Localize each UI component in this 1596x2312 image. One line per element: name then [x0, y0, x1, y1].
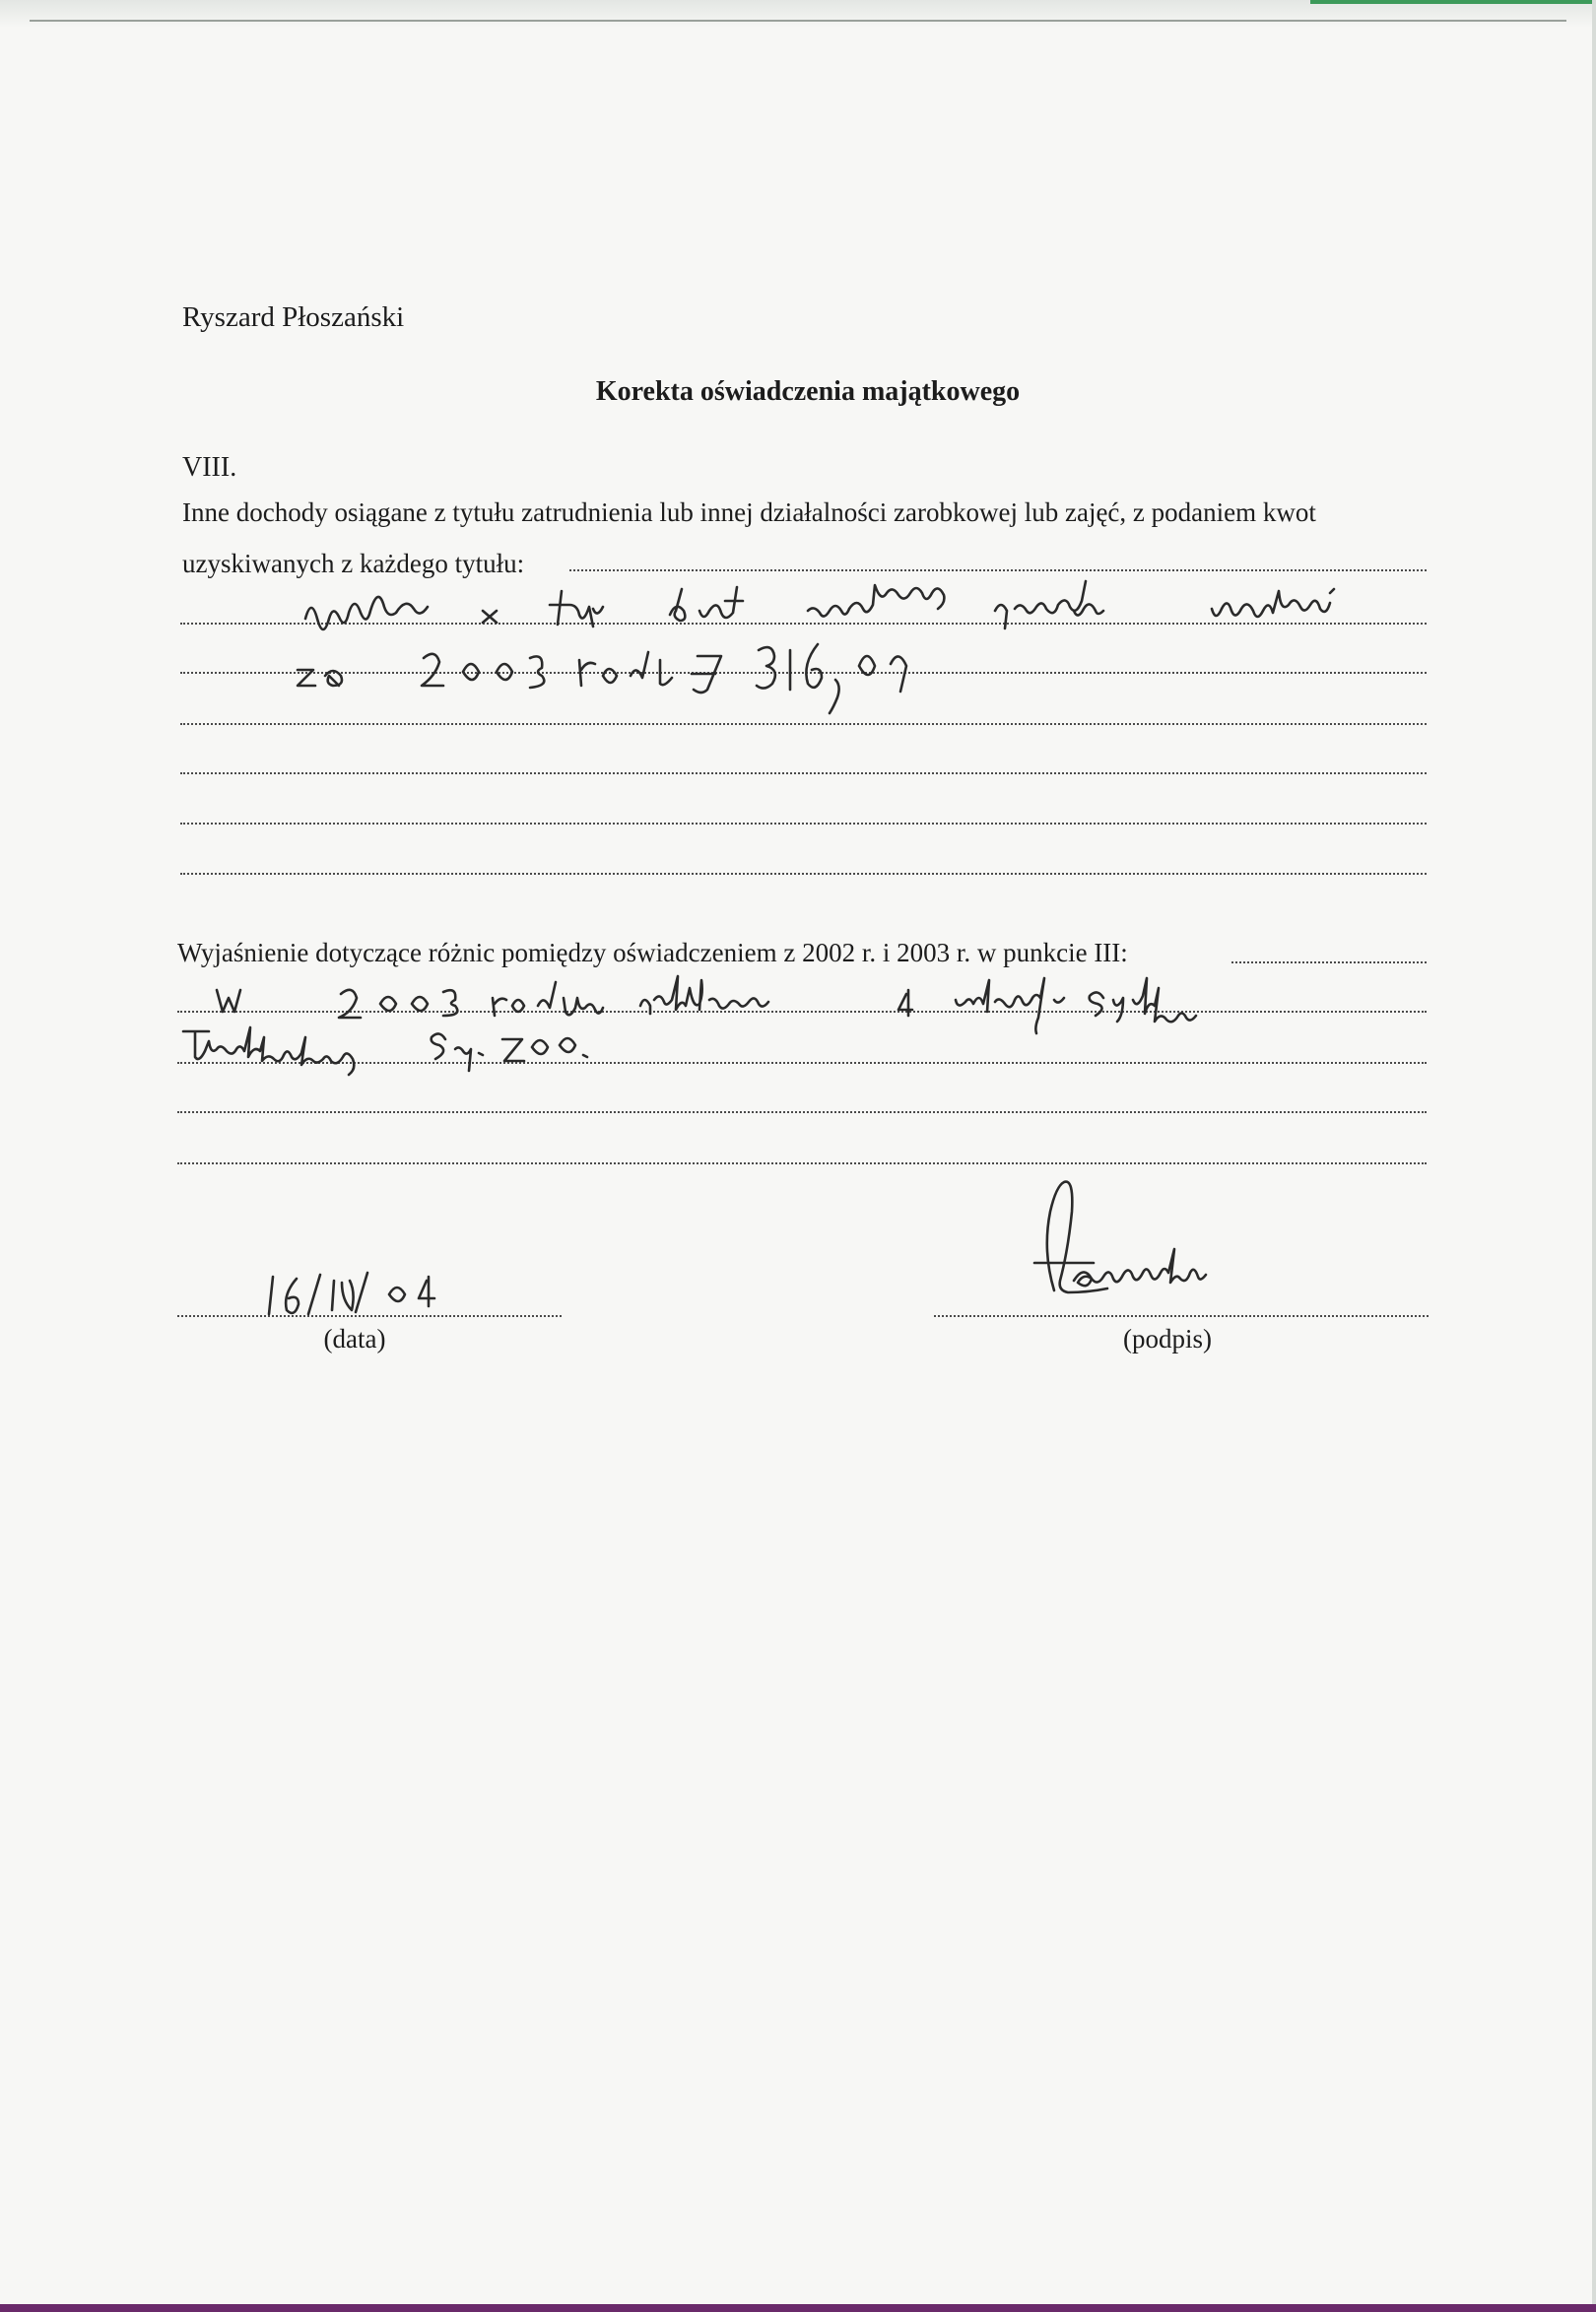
handwritten-date — [261, 1261, 478, 1330]
answer-line — [177, 1162, 1427, 1164]
answer-line — [180, 772, 1427, 774]
section-text-line2: uzyskiwanych z każdego tytułu: — [182, 549, 525, 578]
answer-line — [180, 723, 1427, 725]
answer-line — [180, 873, 1427, 875]
answer-line — [569, 569, 1427, 571]
scan-top-line — [30, 20, 1566, 22]
scan-top-edge — [0, 0, 1596, 28]
handwritten-explanation-line2 — [177, 1020, 808, 1089]
answer-line — [177, 1111, 1427, 1113]
author-name: Ryszard Płoszański — [182, 301, 405, 333]
document-title: Korekta oświadczenia majątkowego — [595, 376, 1021, 407]
scan-bottom-edge — [0, 2304, 1596, 2312]
answer-line — [180, 823, 1427, 825]
section-number: VIII. — [182, 452, 237, 483]
handwritten-income-line2 — [286, 630, 975, 719]
scan-right-edge — [1592, 0, 1596, 2312]
explanation-label: Wyjaśnienie dotyczące różnic pomiędzy oświadczeniem z 2002 r. i 2003 r. w punkcie III: — [177, 938, 1128, 967]
date-caption: (data) — [323, 1324, 386, 1354]
scan-top-accent — [1310, 0, 1596, 4]
section-text-line1: Inne dochody osiągane z tytułu zatrudnienia lub innej działalności zarobkowej lub zajęć, z podaniem kwot — [182, 497, 1316, 527]
signature-icon — [1015, 1172, 1271, 1320]
answer-line — [1231, 961, 1427, 963]
signature-caption: (podpis) — [1123, 1324, 1212, 1354]
